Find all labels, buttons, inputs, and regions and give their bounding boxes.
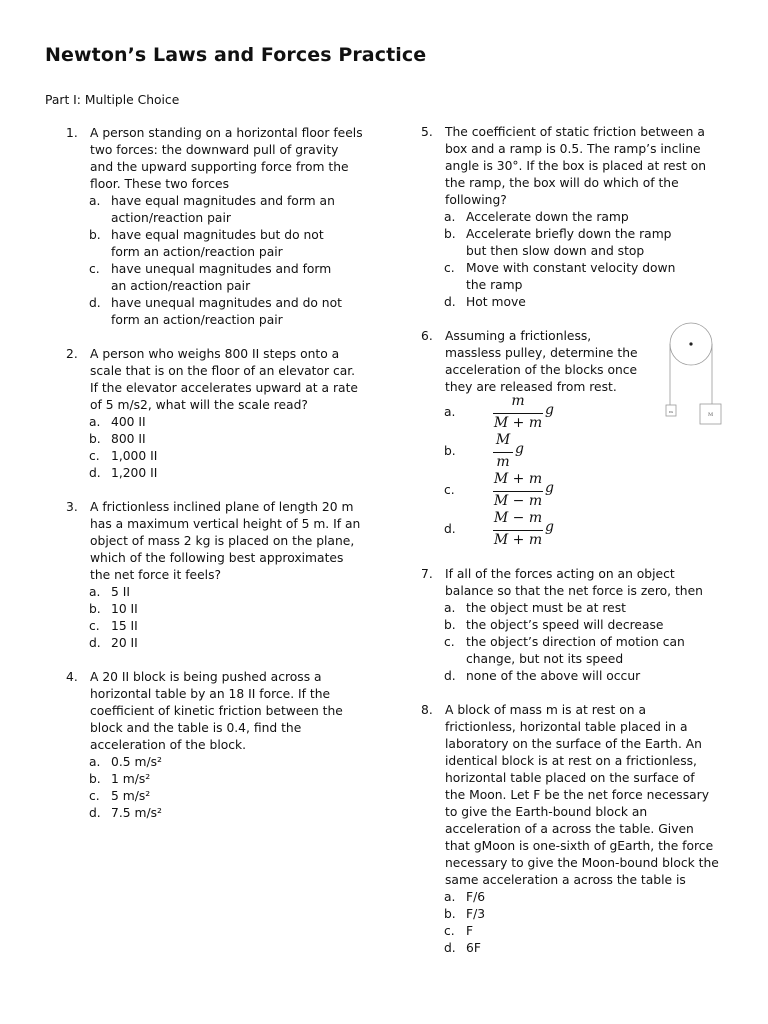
denominator: M + m: [493, 415, 543, 431]
option-letter: b.: [444, 227, 456, 241]
option-text: Move with constant velocity down the ramp: [466, 261, 676, 292]
question-text: A frictionless inclined plane of length 20 m has a maximum vertical height of 5 m. If an object of mass 2 kg is placed on the plane, which of the following best approximates the net force it feels?: [90, 500, 361, 582]
option-text: 7.5 m/s²: [111, 806, 162, 820]
page-title: Newton’s Laws and Forces Practice: [45, 44, 427, 66]
question-number: 2.: [66, 347, 78, 361]
option-letter: a.: [89, 194, 101, 208]
option-letter: b.: [89, 772, 101, 786]
option-letter: a.: [89, 585, 101, 599]
option-d[interactable]: [66, 635, 386, 652]
option-letter: a.: [444, 405, 456, 419]
denominator: m: [496, 454, 510, 470]
question-number: 1.: [66, 126, 78, 140]
option-c[interactable]: [66, 788, 386, 805]
gravity-symbol: g: [545, 519, 554, 535]
option-c[interactable]: [66, 618, 386, 635]
question-3: [66, 499, 386, 652]
option-d[interactable]: [66, 805, 386, 822]
question-2: [66, 346, 386, 482]
option-text: F/6: [466, 890, 486, 904]
option-text: the object must be at rest: [466, 601, 626, 615]
option-text: Accelerate briefly down the ramp but then slow down and stop: [466, 227, 672, 258]
right-column: [421, 124, 726, 957]
option-a[interactable]: [66, 754, 386, 771]
option-letter: d.: [89, 806, 101, 820]
option-text: have equal magnitudes and form an action/reaction pair: [111, 194, 335, 225]
options-list: [421, 889, 726, 957]
option-text: Accelerate down the ramp: [466, 210, 629, 224]
option-a[interactable]: [421, 209, 726, 226]
fraction-bar: [493, 491, 543, 492]
option-a[interactable]: [421, 600, 726, 617]
option-letter: a.: [444, 210, 456, 224]
option-a[interactable]: [66, 193, 386, 227]
option-c[interactable]: [421, 634, 726, 668]
option-letter: d.: [89, 466, 101, 480]
option-letter: a.: [89, 755, 101, 769]
question-text: If all of the forces acting on an object balance so that the net force is zero, then: [445, 567, 703, 598]
question-text: Assuming a frictionless, massless pulley, determine the acceleration of the blocks once they are released from rest.: [445, 329, 638, 394]
question-1: [66, 125, 386, 329]
gravity-symbol: g: [545, 480, 554, 496]
option-letter: d.: [444, 295, 456, 309]
question-number: 5.: [421, 125, 433, 139]
option-letter: c.: [444, 635, 455, 649]
option-text: F: [466, 924, 474, 938]
option-b[interactable]: [66, 431, 386, 448]
options-list: [421, 209, 726, 311]
option-letter: c.: [89, 262, 100, 276]
option-c[interactable]: [421, 471, 726, 510]
numerator: M − m: [493, 510, 543, 526]
option-b[interactable]: [421, 432, 726, 471]
option-text: 800 II: [111, 432, 146, 446]
option-b[interactable]: [66, 227, 386, 261]
option-b[interactable]: [421, 617, 726, 634]
denominator: M + m: [493, 532, 543, 548]
question-number: 3.: [66, 500, 78, 514]
option-text: 20 II: [111, 636, 138, 650]
option-text: 0.5 m/s²: [111, 755, 162, 769]
option-letter: b.: [444, 907, 456, 921]
question-number: 6.: [421, 329, 433, 343]
option-b[interactable]: [66, 601, 386, 618]
option-text: Hot move: [466, 295, 526, 309]
option-d[interactable]: [66, 295, 386, 329]
option-letter: d.: [444, 669, 456, 683]
section-heading: Part I: Multiple Choice: [45, 93, 180, 107]
option-text: 6F: [466, 941, 481, 955]
option-text: have unequal magnitudes and form an action/reaction pair: [111, 262, 332, 293]
option-letter: a.: [444, 601, 456, 615]
question-text: The coefficient of static friction between a box and a ramp is 0.5. The ramp’s incline angle is 30°. If the box is placed at rest on the ramp, the box will do which of the following?: [445, 125, 707, 207]
option-letter: d.: [444, 941, 456, 955]
option-a[interactable]: [66, 584, 386, 601]
option-c[interactable]: [66, 448, 386, 465]
option-letter: d.: [89, 636, 101, 650]
options-list: [66, 754, 386, 822]
question-4: [66, 669, 386, 822]
option-d[interactable]: [421, 510, 726, 549]
option-text: have equal magnitudes but do not form an action/reaction pair: [111, 228, 324, 259]
question-5: [421, 124, 726, 311]
option-letter: a.: [89, 415, 101, 429]
option-text: 400 II: [111, 415, 146, 429]
option-c[interactable]: [421, 923, 726, 940]
option-text: F/3: [466, 907, 486, 921]
numerator: M + m: [493, 471, 543, 487]
option-text: 1,200 II: [111, 466, 158, 480]
fraction-bar: [493, 530, 543, 531]
option-a[interactable]: [421, 889, 726, 906]
option-b[interactable]: [421, 226, 726, 260]
left-column: [66, 125, 386, 822]
question-text: A 20 II block is being pushed across a horizontal table by an 18 II force. If the coefficient of kinetic friction between the block and the table is 0.4, find the acceleration of the block.: [90, 670, 343, 752]
option-letter: c.: [89, 619, 100, 633]
option-letter: c.: [89, 789, 100, 803]
option-letter: b.: [89, 228, 101, 242]
option-letter: c.: [444, 924, 455, 938]
option-d[interactable]: [421, 294, 726, 311]
option-letter: d.: [444, 522, 456, 536]
option-letter: d.: [89, 296, 101, 310]
denominator: M − m: [493, 493, 543, 509]
numerator: m: [511, 393, 525, 409]
option-d[interactable]: [66, 465, 386, 482]
gravity-symbol: g: [545, 402, 554, 418]
option-a[interactable]: [66, 414, 386, 431]
option-d[interactable]: [421, 940, 726, 957]
option-text: 1 m/s²: [111, 772, 151, 786]
question-text: A person standing on a horizontal floor feels two forces: the downward pull of gravity and the upward supporting force from the floor. These two forces: [90, 126, 363, 191]
fraction-bar: [493, 413, 543, 414]
option-text: none of the above will occur: [466, 669, 641, 683]
question-text: A person who weighs 800 II steps onto a scale that is on the floor of an elevator car. If the elevator accelerates upward at a rate of 5 m/s2, what will the scale read?: [90, 347, 358, 412]
option-c[interactable]: [421, 260, 726, 294]
option-text: 5 m/s²: [111, 789, 151, 803]
question-8: [421, 702, 726, 957]
option-letter: c.: [89, 449, 100, 463]
option-letter: c.: [444, 483, 455, 497]
options-list: [66, 193, 386, 329]
question-number: 4.: [66, 670, 78, 684]
option-letter: b.: [444, 618, 456, 632]
option-text: 1,000 II: [111, 449, 158, 463]
option-text: 10 II: [111, 602, 138, 616]
numerator: M: [495, 432, 511, 448]
option-d[interactable]: [421, 668, 726, 685]
option-text: 15 II: [111, 619, 138, 633]
options-list: [66, 414, 386, 482]
option-letter: c.: [444, 261, 455, 275]
question-text: A block of mass m is at rest on a frictionless, horizontal table placed in a laboratory on the surface of the Earth. An identical block is at rest on a frictionless, horizontal table placed on the surface of the Moon. Let F be the net force necessary to give the Earth-bound block an acceleration of a across the table. Given that gMoon is one-sixth of gEarth, the force necessary to give the Moon-bound block the same acceleration a across the table is: [445, 703, 719, 887]
option-letter: b.: [89, 432, 101, 446]
option-b[interactable]: [421, 906, 726, 923]
option-b[interactable]: [66, 771, 386, 788]
gravity-symbol: g: [515, 441, 524, 457]
option-letter: a.: [444, 890, 456, 904]
option-letter: b.: [89, 602, 101, 616]
options-list: [66, 584, 386, 652]
option-text: the object’s speed will decrease: [466, 618, 664, 632]
large-mass-label: M: [707, 412, 714, 418]
option-text: have unequal magnitudes and do not form an action/reaction pair: [111, 296, 342, 327]
options-list: [421, 600, 726, 685]
small-mass-label: m: [669, 409, 673, 414]
pulley-diagram: [662, 322, 722, 432]
question-7: [421, 566, 726, 685]
option-text: 5 II: [111, 585, 130, 599]
option-text: the object’s direction of motion can change, but not its speed: [466, 635, 685, 666]
pulley-axle: [689, 342, 692, 345]
question-number: 8.: [421, 703, 433, 717]
option-letter: b.: [444, 444, 456, 458]
fraction-bar: [493, 452, 513, 453]
option-c[interactable]: [66, 261, 386, 295]
question-number: 7.: [421, 567, 433, 581]
